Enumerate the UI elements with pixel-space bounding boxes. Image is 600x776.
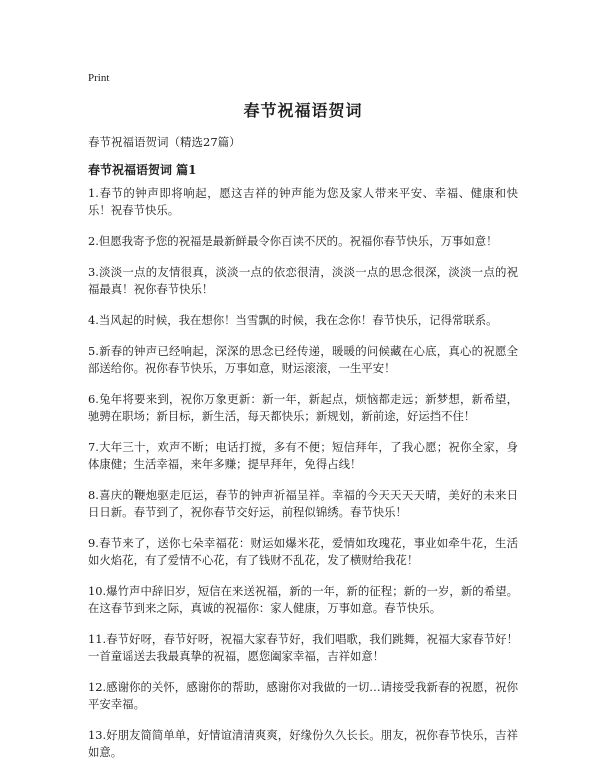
paragraph-8: 8.喜庆的鞭炮驱走厄运，春节的钟声祈福呈祥。幸福的今天天天天晴，美好的未来日日日新。春节到了，祝你春节交好运，前程似锦绣。春节快乐！ — [88, 488, 518, 519]
paragraph-list — [88, 185, 518, 775]
paragraph-11: 11.春节好呀，春节好呀，祝福大家春节好，我们唱歌，我们跳舞，祝福大家春节好！一首童谣送去我最真挚的祝福，愿您阖家幸福，吉祥如意！ — [88, 632, 518, 663]
paragraph-13: 13.好朋友简简单单，好情谊清清爽爽，好缘份久久长长。朋友，祝你春节快乐，吉祥如意。 — [88, 728, 518, 759]
paragraph-10: 10.爆竹声中辞旧岁，短信在来送祝福，新的一年，新的征程；新的一岁，新的希望。在这春节到来之际，真诚的祝福你：家人健康，万事如意。春节快乐。 — [88, 584, 518, 615]
print-label: Print — [88, 72, 110, 84]
paragraph-12: 12.感谢你的关怀，感谢你的帮助，感谢你对我做的一切…请接受我新春的祝愿，祝你平安幸福。 — [88, 680, 518, 711]
paragraph-1: 1.春节的钟声即将响起，愿这吉祥的钟声能为您及家人带来平安、幸福、健康和快乐！祝春节快乐。 — [88, 186, 518, 217]
paragraph-3: 3.淡淡一点的友情很真，淡淡一点的依恋很清，淡淡一点的思念很深，淡淡一点的祝福最真！祝你春节快乐！ — [88, 265, 518, 296]
paragraph-9: 9.春节来了，送你七朵幸福花：财运如爆米花，爱情如玫瑰花，事业如牵牛花，生活如火焰花，有了爱情不心花，有了钱财不乱花，发了横财给我花！ — [88, 536, 518, 567]
page-title: 春节祝福语贺词 — [243, 101, 363, 120]
paragraph-4: 4.当风起的时候，我在想你！当雪飘的时候，我在念你！春节快乐，记得常联系。 — [88, 313, 498, 327]
document-subtitle: 春节祝福语贺词（精选27篇） — [88, 135, 241, 149]
paragraph-5: 5.新春的钟声已经响起，深深的思念已经传递，暖暖的问候藏在心底，真心的祝愿全部送给你。祝你春节快乐，万事如意，财运滚滚，一生平安！ — [88, 344, 518, 375]
paragraph-2: 2.但愿我寄予您的祝福是最新鲜最令你百读不厌的。祝福你春节快乐，万事如意！ — [88, 234, 498, 248]
section-heading: 春节祝福语贺词 篇1 — [88, 163, 197, 177]
paragraph-6: 6.兔年将要来到，祝你万象更新：新一年，新起点，烦恼都走远；新梦想，新希望，驰骋在职场；新目标，新生活，每天都快乐；新规划，新前途，好运挡不住！ — [88, 392, 518, 423]
paragraph-7: 7.大年三十，欢声不断；电话打搅，多有不便；短信拜年，了我心愿；祝你全家，身体康健；生活幸福，来年多赚；提早拜年，免得占线！ — [88, 440, 518, 471]
